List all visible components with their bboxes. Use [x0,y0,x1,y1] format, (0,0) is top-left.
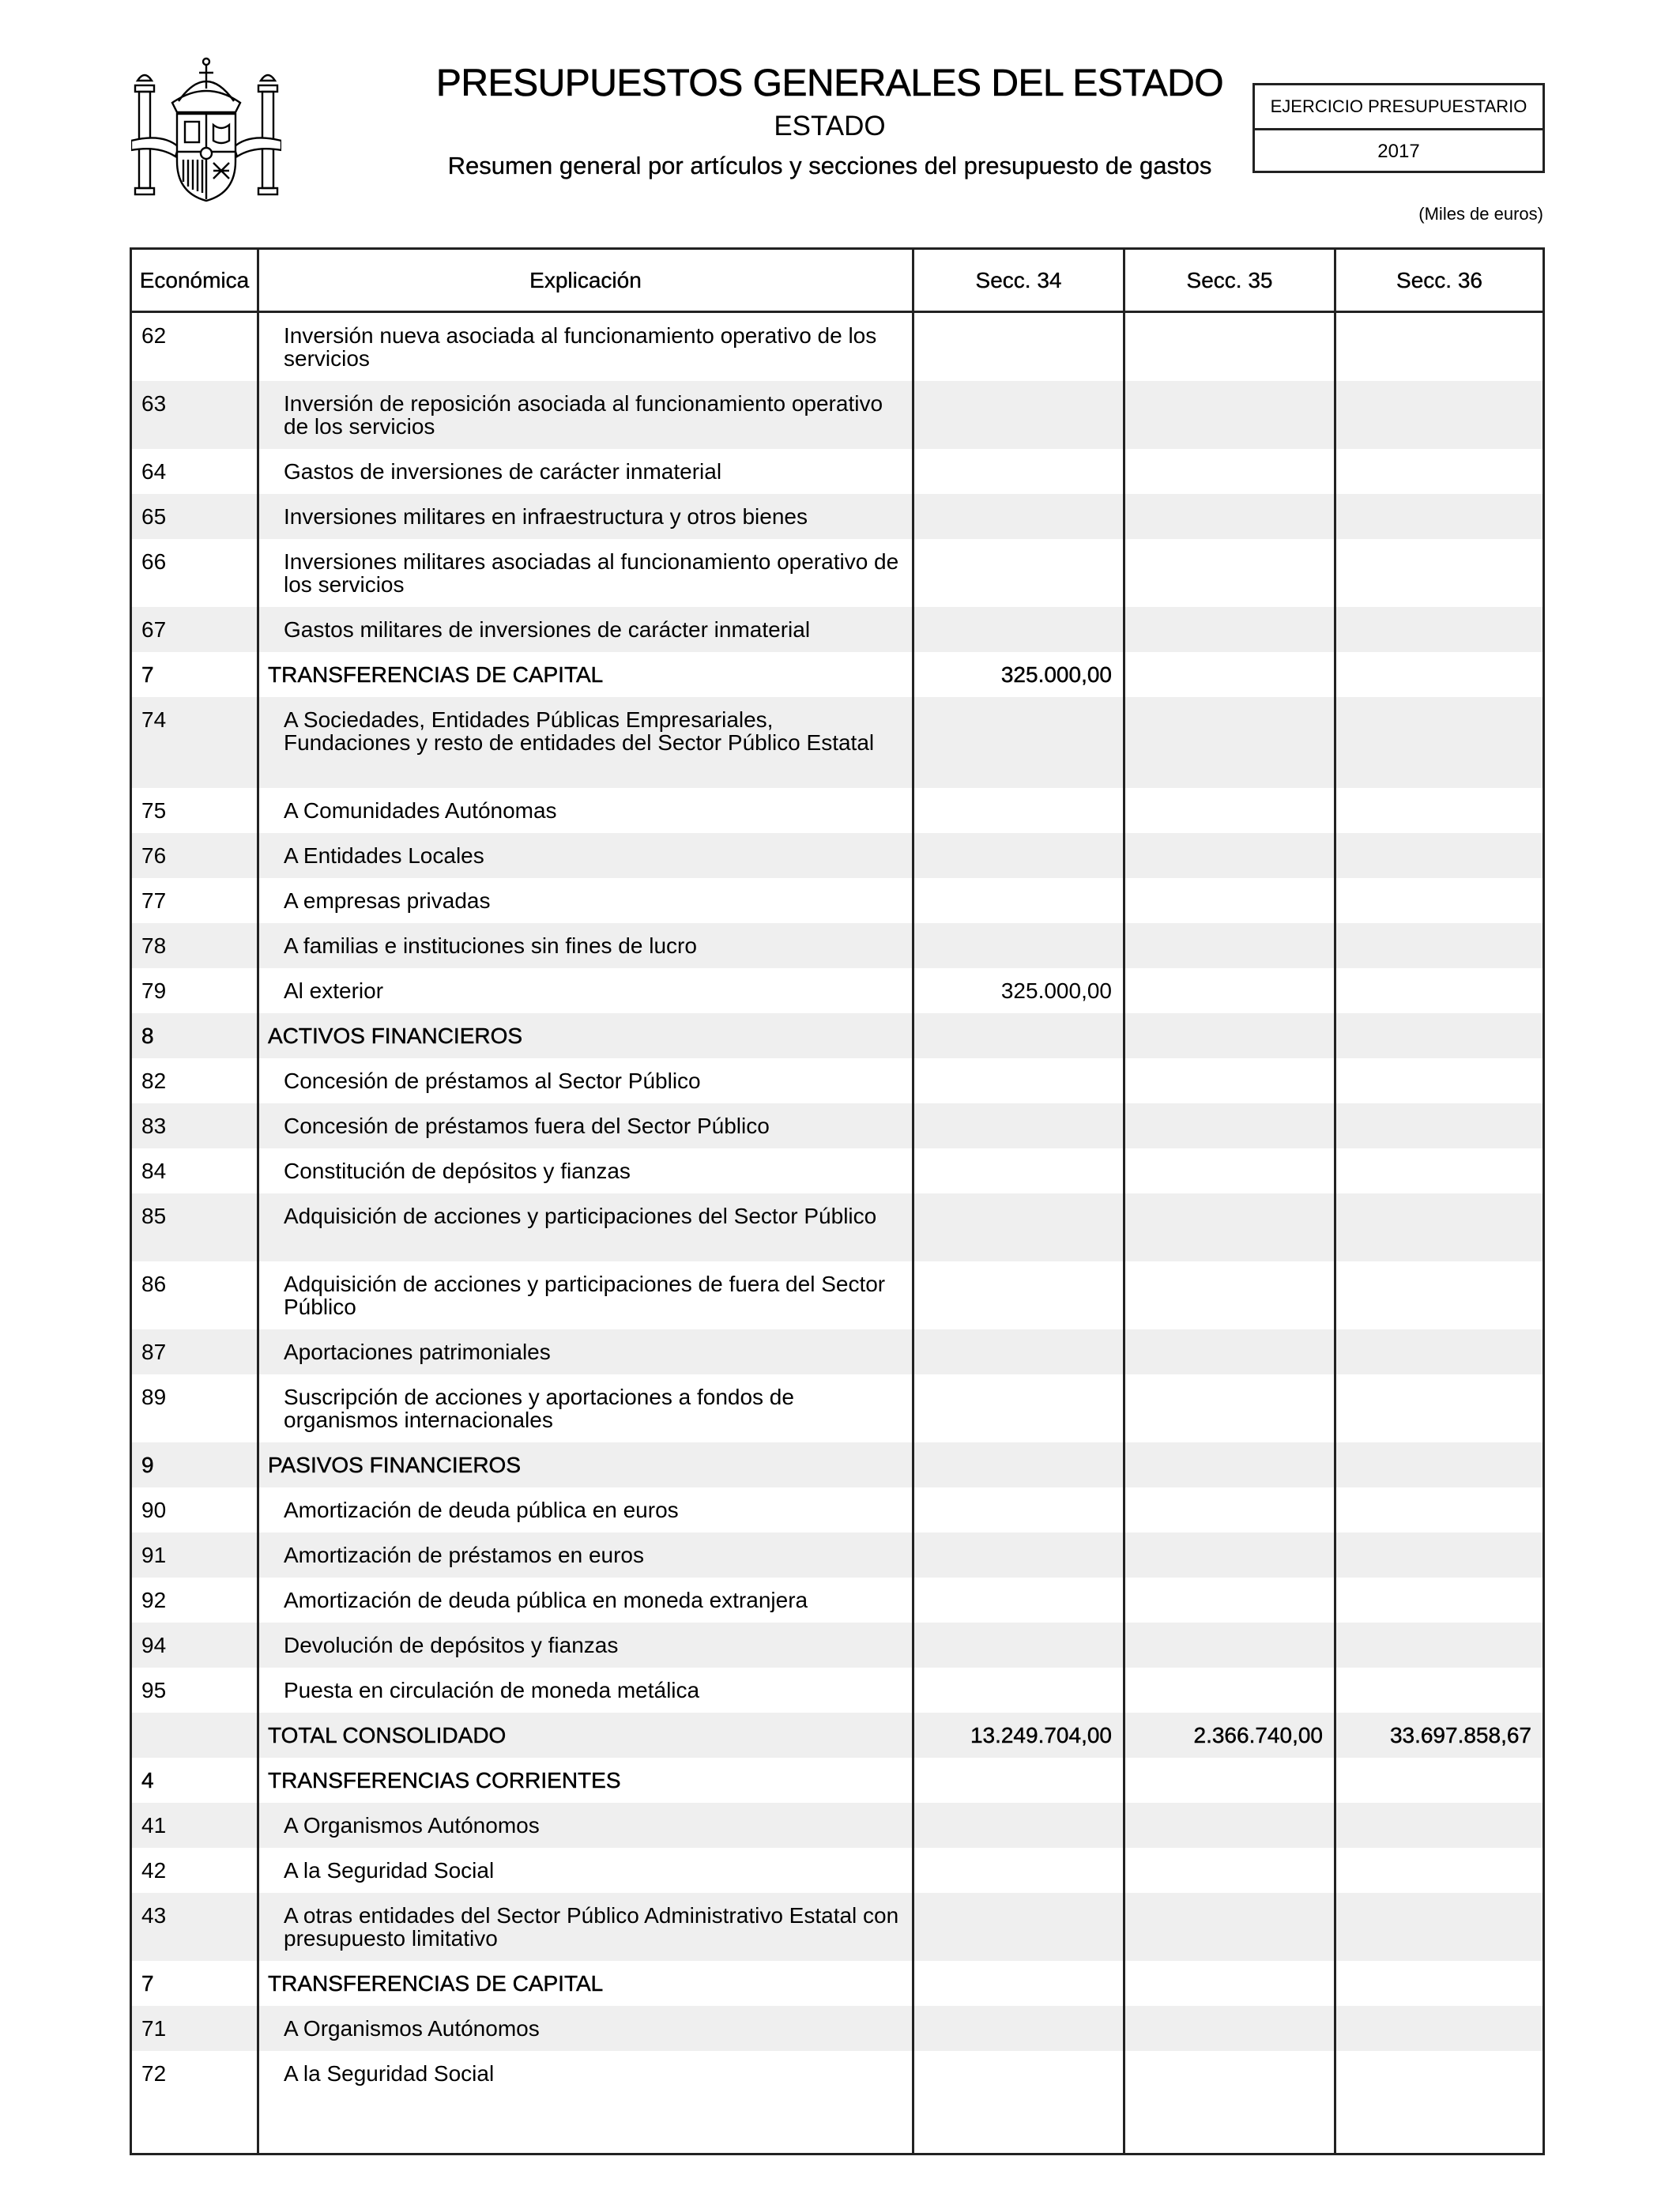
row-secc-34-value [912,1329,1123,1374]
table-row [132,1532,1543,1578]
row-code [132,1713,257,1758]
row-description: ACTIVOS FINANCIEROS [268,1023,523,1048]
row-secc-34-value [912,788,1123,833]
table-row [132,1013,1543,1058]
row-description: Amortización de préstamos en euros [284,1543,644,1567]
table-row [132,1058,1543,1103]
row-secc-34-value [912,1261,1123,1329]
row-secc-36-value [1334,1961,1543,2006]
row-secc-34-value [912,1532,1123,1578]
row-code: 84 [141,1159,167,1183]
row-secc-35-value: 2.366.740,00 [1193,1723,1323,1747]
row-code: 85 [141,1204,167,1228]
row-secc-36-value [1334,1058,1543,1103]
row-secc-36-value [1334,1487,1543,1532]
table-row [132,607,1543,652]
header [316,62,1343,182]
page-title: PRESUPUESTOS GENERALES DEL ESTADO [435,62,1224,104]
row-description: Aportaciones patrimoniales [284,1340,551,1364]
coat-of-arms-icon [131,54,281,209]
table-row [132,494,1543,539]
row-secc-35-value [1123,1148,1334,1193]
row-secc-35-value [1123,381,1334,449]
column-header-explicacion: Explicación [257,250,912,311]
row-secc-36-value [1334,652,1543,697]
column-divider [257,313,259,2153]
row-secc-34-value [912,833,1123,878]
table-row [132,833,1543,878]
row-secc-36-value [1334,1329,1543,1374]
row-description: Inversión nueva asociada al funcionamiento operativo de los servicios [284,323,877,371]
row-secc-34-value [912,1487,1123,1532]
row-description: Adquisición de acciones y participaciones del Sector Público [284,1204,877,1228]
table-row [132,1374,1543,1442]
row-secc-36-value [1334,1532,1543,1578]
table-row [132,1961,1543,2006]
row-secc-35-value [1123,1758,1334,1803]
row-secc-35-value [1123,449,1334,494]
row-secc-36-value [1334,494,1543,539]
table-row [132,2051,1543,2096]
row-description: Suscripción de acciones y aportaciones a fondos de organismos internacionales [284,1385,794,1432]
row-code: 7 [141,662,154,687]
row-description: Amortización de deuda pública en euros [284,1498,679,1522]
row-description: TRANSFERENCIAS DE CAPITAL [268,1971,604,1996]
row-secc-35-value [1123,652,1334,697]
row-code: 7 [141,1971,154,1996]
table-row [132,1578,1543,1623]
row-code: 72 [141,2061,167,2086]
row-secc-34-value [912,1103,1123,1148]
table-body [132,313,1543,2153]
row-description: A Comunidades Autónomas [284,798,557,823]
table-row [132,1848,1543,1893]
units-note: (Miles de euros) [1418,204,1543,224]
row-code: 92 [141,1588,167,1612]
row-secc-35-value [1123,1261,1334,1329]
row-secc-36-value [1334,1148,1543,1193]
row-code: 77 [141,888,167,913]
table-row [132,1261,1543,1329]
row-secc-34-value [912,697,1123,788]
row-code: 63 [141,391,167,416]
row-code: 8 [141,1023,154,1048]
row-description: Puesta en circulación de moneda metálica [284,1678,700,1702]
row-secc-34-value [912,1758,1123,1803]
table-row [132,1623,1543,1668]
table-row [132,1487,1543,1532]
table-row [132,313,1543,381]
row-secc-35-value [1123,788,1334,833]
row-code: 43 [141,1903,167,1928]
ejercicio-label: EJERCICIO PRESUPUESTARIO [1255,85,1543,130]
row-code: 90 [141,1498,167,1522]
row-secc-34-value [912,313,1123,381]
row-secc-34-value [912,1578,1123,1623]
row-secc-36-value [1334,788,1543,833]
row-code: 74 [141,707,167,732]
row-description: Al exterior [284,978,384,1003]
row-secc-35-value [1123,313,1334,381]
column-header-secc-36: Secc. 36 [1334,250,1543,311]
row-secc-34-value [912,494,1123,539]
row-secc-36-value [1334,1803,1543,1848]
row-code: 76 [141,843,167,868]
table-row [132,1329,1543,1374]
row-code: 95 [141,1678,167,1702]
column-header-economica: Económica [139,267,250,292]
row-secc-36-value [1334,1374,1543,1442]
row-secc-35-value [1123,1013,1334,1058]
table-header [132,250,1543,313]
row-secc-36-value [1334,449,1543,494]
row-secc-35-value [1123,1578,1334,1623]
row-secc-36-value [1334,1758,1543,1803]
row-description: Concesión de préstamos al Sector Público [284,1069,701,1093]
ejercicio-box [1252,83,1545,173]
row-secc-36-value [1334,878,1543,923]
row-secc-36-value [1334,1668,1543,1713]
row-secc-36-value [1334,539,1543,607]
row-secc-34-value [912,923,1123,968]
row-secc-34-value: 325.000,00 [1000,662,1112,687]
row-description: PASIVOS FINANCIEROS [268,1453,521,1477]
table-row [132,1148,1543,1193]
row-description: A Organismos Autónomos [284,2016,540,2041]
row-secc-36-value: 33.697.858,67 [1389,1723,1531,1747]
row-secc-34-value [912,1058,1123,1103]
row-secc-34-value [912,1013,1123,1058]
row-code: 62 [141,323,167,348]
row-code: 94 [141,1633,167,1657]
row-description: A empresas privadas [284,888,491,913]
row-secc-34-value [912,1442,1123,1487]
row-secc-34-value [912,1374,1123,1442]
row-secc-34-value [912,2051,1123,2096]
row-secc-35-value [1123,1848,1334,1893]
row-secc-35-value [1123,1487,1334,1532]
row-secc-36-value [1334,1578,1543,1623]
page-description: Resumen general por artículos y secciones del presupuesto de gastos [447,152,1212,179]
row-code: 9 [141,1453,154,1477]
row-secc-35-value [1123,1668,1334,1713]
row-code: 87 [141,1340,167,1364]
row-secc-35-value [1123,1893,1334,1961]
row-description: Inversiones militares asociadas al funcionamiento operativo de los servicios [284,549,899,597]
row-secc-35-value [1123,1058,1334,1103]
table-row [132,788,1543,833]
row-secc-35-value [1123,697,1334,788]
table-row [132,1442,1543,1487]
row-description: Devolución de depósitos y fianzas [284,1633,619,1657]
row-secc-34-value [912,1893,1123,1961]
row-code: 75 [141,798,167,823]
row-secc-36-value [1334,697,1543,788]
table-row [132,968,1543,1013]
row-description: A la Seguridad Social [284,1858,495,1883]
table-row [132,923,1543,968]
row-secc-34-value [912,449,1123,494]
row-description: TOTAL CONSOLIDADO [268,1723,507,1747]
table-row [132,381,1543,449]
row-secc-34-value: 325.000,00 [1000,978,1112,1003]
row-secc-34-value [912,539,1123,607]
row-description: A Sociedades, Entidades Públicas Empresariales, Fundaciones y resto de entidades del Sector Público Estatal [284,707,875,755]
row-code: 41 [141,1813,167,1838]
row-secc-35-value [1123,1532,1334,1578]
row-description: A la Seguridad Social [284,2061,495,2086]
table-row [132,1103,1543,1148]
row-code: 67 [141,617,167,642]
column-header-secc-35: Secc. 35 [1123,250,1334,311]
row-secc-35-value [1123,1374,1334,1442]
table-row [132,697,1543,788]
row-secc-35-value [1123,2006,1334,2051]
row-secc-34-value [912,1803,1123,1848]
table-row [132,1893,1543,1961]
row-description: TRANSFERENCIAS DE CAPITAL [268,662,604,687]
row-code: 66 [141,549,167,574]
column-header-secc-34: Secc. 34 [912,250,1123,311]
column-divider [1123,313,1125,2153]
column-divider [1334,313,1336,2153]
table-row [132,1713,1543,1758]
row-secc-36-value [1334,1193,1543,1261]
row-secc-35-value [1123,1329,1334,1374]
row-secc-34-value [912,381,1123,449]
row-secc-34-value [912,878,1123,923]
row-code: 71 [141,2016,167,2041]
row-secc-35-value [1123,539,1334,607]
row-description: TRANSFERENCIAS CORRIENTES [268,1768,621,1793]
row-secc-34-value [912,2006,1123,2051]
row-secc-36-value [1334,607,1543,652]
row-description: A Organismos Autónomos [284,1813,540,1838]
table-row [132,878,1543,923]
row-description: Amortización de deuda pública en moneda extranjera [284,1588,808,1612]
row-secc-35-value [1123,1961,1334,2006]
row-secc-35-value [1123,923,1334,968]
row-code: 42 [141,1858,167,1883]
row-code: 91 [141,1543,167,1567]
row-secc-35-value [1123,1623,1334,1668]
row-secc-36-value [1334,2006,1543,2051]
row-code: 86 [141,1272,167,1296]
table-row [132,2006,1543,2051]
row-code: 78 [141,933,167,958]
row-secc-36-value [1334,313,1543,381]
row-description: Adquisición de acciones y participaciones de fuera del Sector Público [284,1272,886,1319]
row-secc-35-value [1123,1103,1334,1148]
row-secc-35-value [1123,607,1334,652]
row-secc-36-value [1334,833,1543,878]
row-secc-35-value [1123,1803,1334,1848]
row-secc-35-value [1123,2051,1334,2096]
row-description: A Entidades Locales [284,843,484,868]
row-secc-36-value [1334,1261,1543,1329]
row-secc-36-value [1334,968,1543,1013]
row-description: Concesión de préstamos fuera del Sector Público [284,1114,770,1138]
row-secc-36-value [1334,381,1543,449]
row-secc-36-value [1334,1103,1543,1148]
page-subtitle: ESTADO [774,111,886,141]
row-secc-34-value [912,1193,1123,1261]
row-secc-35-value [1123,1193,1334,1261]
row-code: 79 [141,978,167,1003]
ejercicio-year: 2017 [1377,141,1420,162]
row-secc-34-value [912,1848,1123,1893]
row-code: 4 [141,1768,154,1793]
row-secc-34-value [912,1148,1123,1193]
table-row [132,1193,1543,1261]
row-secc-35-value [1123,833,1334,878]
row-description: Constitución de depósitos y fianzas [284,1159,631,1183]
row-secc-34-value [912,1668,1123,1713]
row-secc-36-value [1334,1893,1543,1961]
row-secc-36-value [1334,923,1543,968]
column-divider [912,313,914,2153]
row-description: Gastos militares de inversiones de carácter inmaterial [284,617,811,642]
table-row [132,652,1543,697]
row-description: Gastos de inversiones de carácter inmaterial [284,459,722,484]
row-code: 64 [141,459,167,484]
row-secc-36-value [1334,1013,1543,1058]
row-code: 83 [141,1114,167,1138]
row-secc-36-value [1334,1623,1543,1668]
table-row [132,1758,1543,1803]
row-secc-35-value [1123,494,1334,539]
table-row [132,449,1543,494]
row-description: A otras entidades del Sector Público Administrativo Estatal con presupuesto limitativo [284,1903,899,1951]
row-secc-36-value [1334,1442,1543,1487]
row-secc-35-value [1123,968,1334,1013]
table-row [132,539,1543,607]
row-secc-34-value [912,1961,1123,2006]
row-description: Inversiones militares en infraestructura y otros bienes [284,504,808,529]
row-description: Inversión de reposición asociada al funcionamiento operativo de los servicios [284,391,883,439]
row-secc-34-value [912,607,1123,652]
row-code: 82 [141,1069,167,1093]
row-code: 89 [141,1385,167,1409]
row-secc-35-value [1123,1442,1334,1487]
row-secc-35-value [1123,878,1334,923]
row-description: A familias e instituciones sin fines de lucro [284,933,697,958]
table-row [132,1668,1543,1713]
budget-table [130,247,1545,2155]
row-secc-34-value [912,1623,1123,1668]
row-secc-36-value [1334,2051,1543,2096]
row-secc-34-value: 13.249.704,00 [970,1723,1112,1747]
row-secc-36-value [1334,1848,1543,1893]
table-row [132,1803,1543,1848]
row-code: 65 [141,504,167,529]
